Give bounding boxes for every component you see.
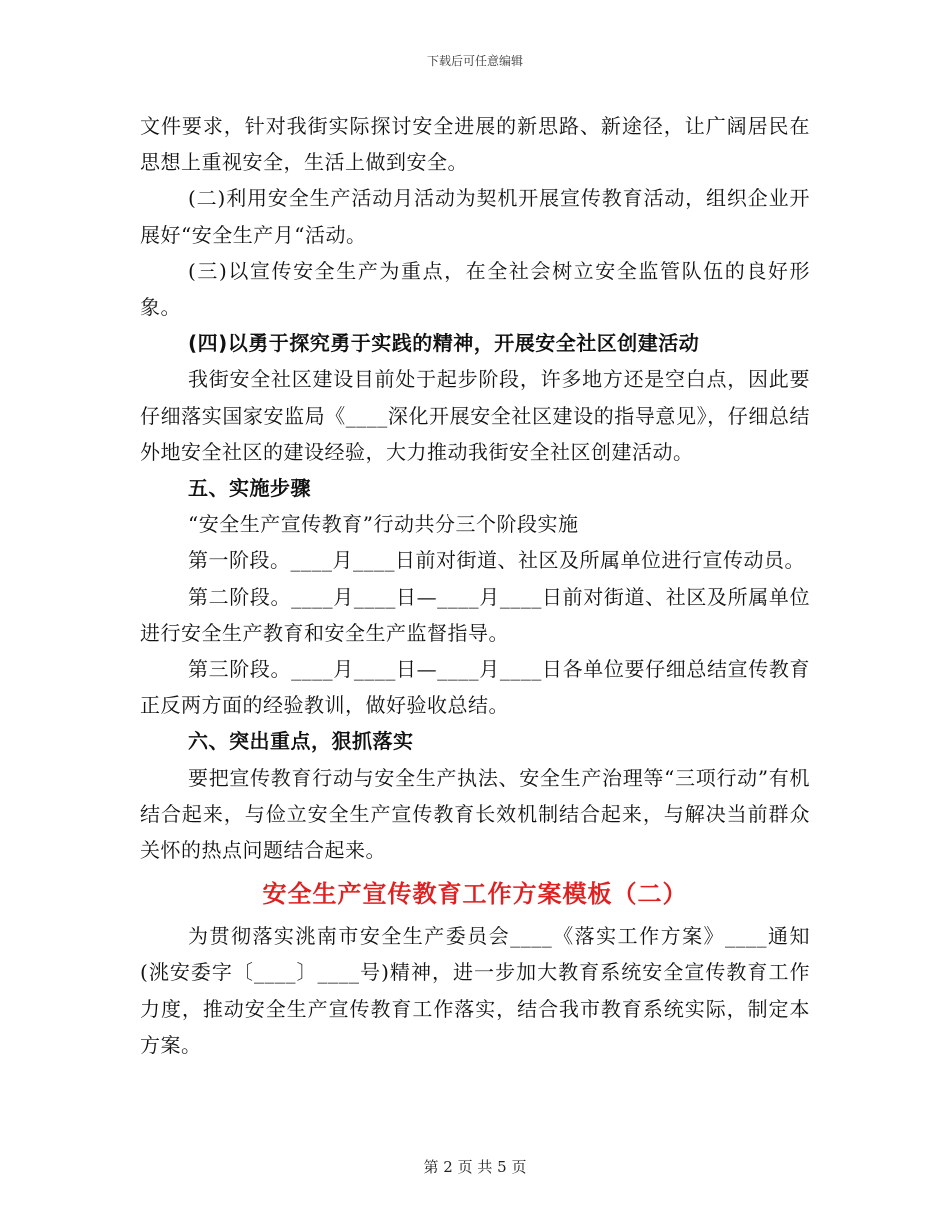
paragraph-key-points: 要把宣传教育行动与安全生产执法、安全生产治理等“三项行动”有机结合起来，与俭立安全生产宣传教育长效机制结合起来，与解决当前群众关怀的热点问题结合起来。 <box>140 765 810 863</box>
page-header: 下载后可任意编辑 <box>426 54 523 68</box>
paragraph-stage-3: 第三阶段。____月____日—____月____日各单位要仔细总结宣传教育正反两方面的经验教训，做好验收总结。 <box>140 657 810 718</box>
document-title-2: 安全生产宣传教育工作方案模板（二） <box>262 880 688 909</box>
paragraph-continuation: 文件要求，针对我街实际探讨安全进展的新思路、新途径，让广阔居民在思想上重视安全，生活上做到安全。 <box>140 114 810 175</box>
paragraph-plan-intro: 为贯彻落实洮南市安全生产委员会____《落实工作方案》____通知(洮安委字〔____〕____号)精神，进一步加大教育系统安全宣传教育工作力度，推动安全生产宣传教育工作落实，结合我市教育系统实际，制定本方案。 <box>140 924 810 1057</box>
heading-key-points: 六、突出重点，狠抓落实 <box>188 729 414 754</box>
paragraph-stages-intro: “安全生产宣传教育”行动共分三个阶段实施 <box>188 512 579 537</box>
paragraph-safety-community: 我街安全社区建设目前处于起步阶段，许多地方还是空白点，因此要仔细落实国家安监局《____深化开展安全社区建设的指导意见》，仔细总结外地安全社区的建设经验，大力推动我街安全社区创建活动。 <box>140 367 810 464</box>
page-number: 第 2 页 共 5 页 <box>423 1158 527 1176</box>
paragraph-stage-1: 第一阶段。____月____日前对街道、社区及所属单位进行宣传动员。 <box>188 548 805 573</box>
heading-item-4: (四)以勇于探究勇于实践的精神，开展安全社区创建活动 <box>188 331 700 356</box>
paragraph-item-3: (三)以宣传安全生产为重点，在全社会树立安全监管队伍的良好形象。 <box>140 258 810 320</box>
paragraph-item-2: (二)利用安全生产活动月活动为契机开展宣传教育活动，组织企业开展好“安全生产月“活动。 <box>140 186 810 247</box>
paragraph-stage-2: 第二阶段。____月____日—____月____日前对街道、社区及所属单位进行安全生产教育和安全生产监督指导。 <box>140 584 810 645</box>
heading-implementation-steps: 五、实施步骤 <box>188 476 311 501</box>
document-body <box>140 108 810 1063</box>
